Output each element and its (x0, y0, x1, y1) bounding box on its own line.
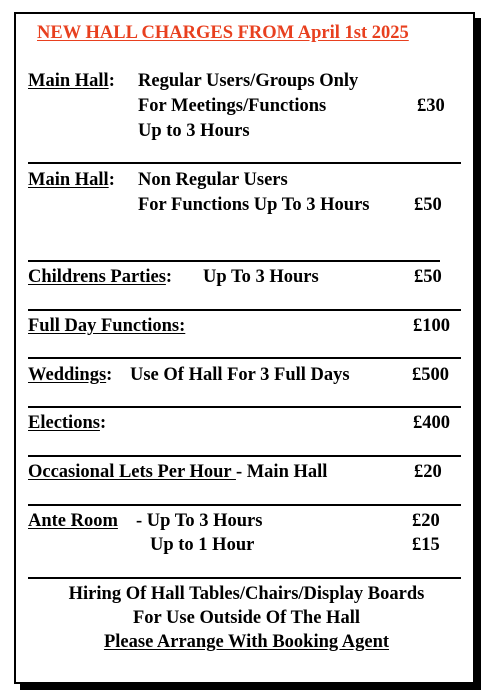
weddings-label: Weddings: (28, 365, 113, 385)
main-hall-nonregular-line2: For Functions Up To 3 Hours (138, 195, 370, 215)
page-title: NEW HALL CHARGES FROM April 1st 2025 (37, 23, 409, 43)
divider (28, 162, 461, 164)
main-hall-regular-line3: Up to 3 Hours (138, 121, 250, 141)
main-hall-regular-line1: Regular Users/Groups Only (138, 71, 359, 91)
divider (28, 260, 440, 262)
full-day-functions-label: Full Day Functions: (28, 316, 186, 336)
ante-room-price-1: £20 (412, 511, 440, 531)
ante-room-label: Ante Room (28, 511, 118, 531)
footer-line-2: For Use Outside Of The Hall (133, 608, 360, 628)
footer-line-1: Hiring Of Hall Tables/Chairs/Display Boards (68, 584, 425, 604)
childrens-parties-label: Childrens Parties: (28, 267, 173, 287)
divider (28, 309, 461, 311)
divider (28, 406, 461, 408)
main-hall-regular-line2: For Meetings/Functions (138, 96, 327, 116)
full-day-functions-price: £100 (413, 316, 450, 336)
ante-room-desc-1: - Up To 3 Hours (136, 511, 263, 531)
divider (28, 455, 461, 457)
main-hall-nonregular-line1: Non Regular Users (138, 170, 288, 190)
childrens-parties-desc: Up To 3 Hours (203, 267, 319, 287)
weddings-price: £500 (412, 365, 449, 385)
main-hall-regular-price: £30 (417, 96, 445, 116)
divider (28, 357, 461, 359)
elections-price: £400 (413, 413, 450, 433)
ante-room-price-2: £15 (412, 535, 440, 555)
occasional-lets-price: £20 (414, 462, 442, 482)
ante-room-desc-2: Up to 1 Hour (150, 535, 255, 555)
divider (28, 577, 461, 579)
weddings-desc: Use Of Hall For 3 Full Days (130, 365, 350, 385)
main-hall-regular-label: Main Hall: (28, 71, 115, 91)
elections-label: Elections: (28, 413, 107, 433)
main-hall-nonregular-label: Main Hall: (28, 170, 115, 190)
divider (28, 504, 461, 506)
footer-line-3: Please Arrange With Booking Agent (103, 632, 390, 652)
childrens-parties-price: £50 (414, 267, 442, 287)
main-hall-nonregular-price: £50 (414, 195, 442, 215)
occasional-lets-label: Occasional Lets Per Hour - Main Hall (28, 462, 328, 482)
